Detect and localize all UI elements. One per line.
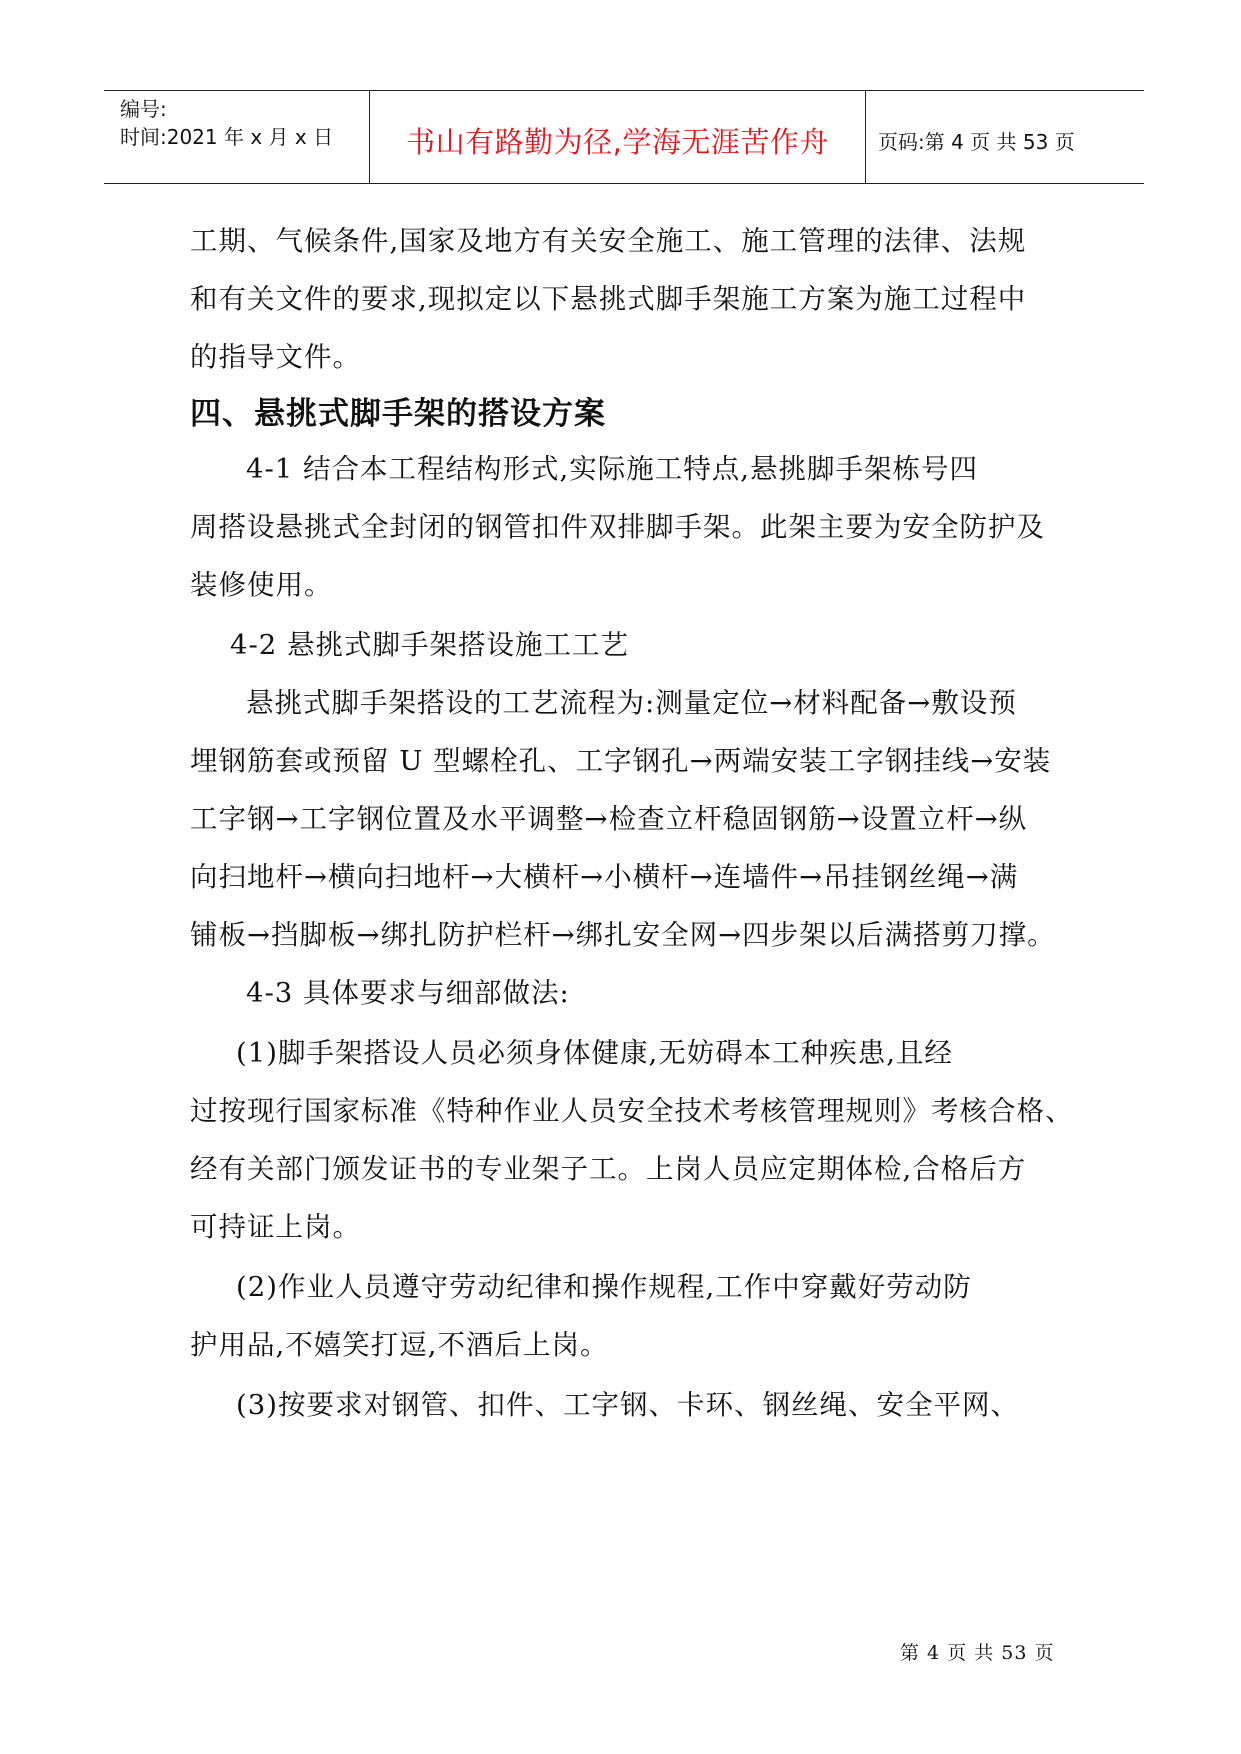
body-line: 4-1 结合本工程结构形式,实际施工特点,悬挑脚手架栋号四 [246, 453, 979, 485]
body-line: 悬挑式脚手架搭设的工艺流程为:测量定位→材料配备→敷设预 [246, 687, 1017, 719]
subsection-heading: 4-3 具体要求与细部做法: [246, 977, 570, 1009]
body-line: (3)按要求对钢管、扣件、工字钢、卡环、钢丝绳、安全平网、 [236, 1389, 1019, 1421]
body-line: 埋钢筋套或预留 U 型螺栓孔、工字钢孔→两端安装工字钢挂线→安装 [190, 745, 1052, 777]
body-line: 经有关部门颁发证书的专业架子工。上岗人员应定期体检,合格后方 [190, 1153, 1027, 1185]
body-line: 护用品,不嬉笑打逗,不酒后上岗。 [190, 1329, 609, 1361]
subsection-heading: 4-2 悬挑式脚手架搭设施工工艺 [230, 629, 630, 661]
body-line: 过按现行国家标准《特种作业人员安全技术考核管理规则》考核合格、 [190, 1095, 1074, 1127]
header-left-cell [104, 91, 370, 183]
body-line: 的指导文件。 [190, 341, 361, 373]
body-line: 工字钢→工字钢位置及水平调整→检查立杆稳固钢筋→设置立杆→纵 [190, 803, 1028, 835]
body-line: 向扫地杆→横向扫地杆→大横杆→小横杆→连墙件→吊挂钢丝绳→满 [190, 861, 1019, 893]
page-footer: 第 4 页 共 53 页 [900, 1642, 1055, 1664]
body-line: (2)作业人员遵守劳动纪律和操作规程,工作中穿戴好劳动防 [236, 1271, 972, 1303]
body-line: 和有关文件的要求,现拟定以下悬挑式脚手架施工方案为施工过程中 [190, 283, 1027, 315]
section-heading: 四、悬挑式脚手架的搭设方案 [190, 396, 606, 432]
document-header [104, 90, 1144, 184]
body-line: 可持证上岗。 [190, 1211, 361, 1243]
header-page-cell [866, 91, 1144, 183]
document-number-label: 编号: [120, 97, 167, 121]
header-motto: 书山有路勤为径,学海无涯苦作舟 [406, 124, 829, 159]
document-time-label: 时间:2021 年 x 月 x 日 [120, 125, 334, 149]
body-line: 工期、气候条件,国家及地方有关安全施工、施工管理的法律、法规 [190, 225, 1027, 257]
body-line: 周搭设悬挑式全封闭的钢管扣件双排脚手架。此架主要为安全防护及 [190, 511, 1045, 543]
header-motto-cell [370, 91, 866, 183]
body-line: (1)脚手架搭设人员必须身体健康,无妨碍本工种疾患,且经 [236, 1037, 953, 1069]
body-line: 铺板→挡脚板→绑扎防护栏杆→绑扎安全网→四步架以后满搭剪刀撑。 [190, 919, 1056, 951]
header-page-info: 页码:第 4 页 共 53 页 [878, 129, 1075, 154]
body-line: 装修使用。 [190, 569, 333, 601]
